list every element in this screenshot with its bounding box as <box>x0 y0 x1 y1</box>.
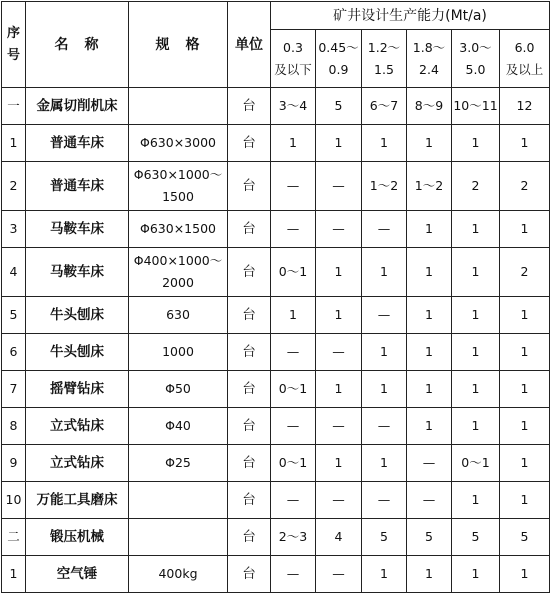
row-value: 1 <box>271 125 316 162</box>
row-value: 1 <box>407 125 452 162</box>
row-value: 5 <box>362 519 407 556</box>
row-unit: 台 <box>228 211 271 248</box>
row-value: — <box>316 211 362 248</box>
row-value: 1 <box>500 408 550 445</box>
row-number: 一 <box>2 88 26 125</box>
row-value: 1 <box>362 248 407 297</box>
table-row <box>2 408 550 445</box>
row-spec: Φ630×3000 <box>129 125 228 162</box>
row-value: 1 <box>362 371 407 408</box>
row-value: — <box>271 556 316 593</box>
row-name: 空气锤 <box>26 556 129 593</box>
row-spec: Φ630×1000～ 1500 <box>129 162 228 211</box>
row-name: 万能工具磨床 <box>26 482 129 519</box>
row-unit: 台 <box>228 556 271 593</box>
row-value: 8～9 <box>407 88 452 125</box>
table-row <box>2 88 550 125</box>
row-value: — <box>271 408 316 445</box>
row-value: — <box>271 211 316 248</box>
row-spec: 630 <box>129 297 228 334</box>
row-value: 1 <box>316 248 362 297</box>
row-value: 12 <box>500 88 550 125</box>
row-unit: 台 <box>228 248 271 297</box>
table-row <box>2 162 550 211</box>
row-value: 1 <box>407 297 452 334</box>
row-value: 1 <box>500 297 550 334</box>
row-value: 1 <box>452 211 500 248</box>
row-spec <box>129 519 228 556</box>
capacity-header: 0.3 及以下 <box>271 30 316 88</box>
row-value: 1～2 <box>362 162 407 211</box>
row-name: 马鞍车床 <box>26 248 129 297</box>
row-number: 1 <box>2 556 26 593</box>
row-value: 1 <box>271 297 316 334</box>
header-spec: 规 格 <box>129 2 228 88</box>
row-value: 1 <box>407 371 452 408</box>
row-unit: 台 <box>228 162 271 211</box>
row-number: 4 <box>2 248 26 297</box>
row-value: — <box>316 482 362 519</box>
header-capacity-title: 矿井设计生产能力(Mt/a) <box>271 2 550 30</box>
row-unit: 台 <box>228 88 271 125</box>
row-value: 4 <box>316 519 362 556</box>
row-unit: 台 <box>228 297 271 334</box>
row-value: 5 <box>500 519 550 556</box>
row-spec <box>129 482 228 519</box>
row-spec: 1000 <box>129 334 228 371</box>
row-value: 1 <box>407 408 452 445</box>
row-name: 立式钻床 <box>26 445 129 482</box>
row-number: 6 <box>2 334 26 371</box>
row-spec: Φ40 <box>129 408 228 445</box>
table-row <box>2 297 550 334</box>
row-value: 1 <box>316 125 362 162</box>
row-value: — <box>362 297 407 334</box>
capacity-header: 3.0～ 5.0 <box>452 30 500 88</box>
row-value: 1 <box>316 371 362 408</box>
header-row-1 <box>2 2 550 30</box>
table-row <box>2 248 550 297</box>
table-row <box>2 125 550 162</box>
row-value: 10～11 <box>452 88 500 125</box>
row-value: 1 <box>316 445 362 482</box>
row-value: 1 <box>452 248 500 297</box>
row-value: 5 <box>452 519 500 556</box>
row-spec: Φ400×1000～ 2000 <box>129 248 228 297</box>
row-value: 1 <box>500 556 550 593</box>
row-unit: 台 <box>228 482 271 519</box>
row-value: 1～2 <box>407 162 452 211</box>
row-value: 6～7 <box>362 88 407 125</box>
row-name: 摇臂钻床 <box>26 371 129 408</box>
row-value: 1 <box>362 445 407 482</box>
row-value: 3～4 <box>271 88 316 125</box>
equipment-table <box>1 1 550 593</box>
row-value: 1 <box>452 556 500 593</box>
row-number: 10 <box>2 482 26 519</box>
row-value: 1 <box>362 334 407 371</box>
table-row <box>2 482 550 519</box>
row-name: 普通车床 <box>26 162 129 211</box>
row-value: 1 <box>362 556 407 593</box>
table-row <box>2 556 550 593</box>
table-row <box>2 519 550 556</box>
row-spec: Φ50 <box>129 371 228 408</box>
row-unit: 台 <box>228 334 271 371</box>
row-value: 1 <box>452 371 500 408</box>
row-number: 7 <box>2 371 26 408</box>
row-unit: 台 <box>228 445 271 482</box>
row-spec: 400kg <box>129 556 228 593</box>
row-number: 二 <box>2 519 26 556</box>
row-name: 锻压机械 <box>26 519 129 556</box>
row-value: 1 <box>452 334 500 371</box>
row-value: 5 <box>316 88 362 125</box>
table-row <box>2 371 550 408</box>
row-value: — <box>407 445 452 482</box>
row-value: — <box>362 408 407 445</box>
row-number: 2 <box>2 162 26 211</box>
row-name: 马鞍车床 <box>26 211 129 248</box>
row-value: 2 <box>500 162 550 211</box>
row-value: 1 <box>500 482 550 519</box>
row-value: 1 <box>362 125 407 162</box>
row-spec <box>129 88 228 125</box>
row-number: 5 <box>2 297 26 334</box>
row-name: 金属切削机床 <box>26 88 129 125</box>
row-value: 1 <box>407 334 452 371</box>
row-value: 1 <box>452 408 500 445</box>
table-row <box>2 211 550 248</box>
row-value: — <box>271 482 316 519</box>
header-seq: 序号 <box>2 2 26 88</box>
row-unit: 台 <box>228 125 271 162</box>
row-value: 1 <box>407 556 452 593</box>
row-value: 1 <box>316 297 362 334</box>
table-row <box>2 445 550 482</box>
row-value: — <box>362 211 407 248</box>
row-value: 2 <box>500 248 550 297</box>
row-name: 牛头刨床 <box>26 334 129 371</box>
row-unit: 台 <box>228 519 271 556</box>
row-value: 1 <box>407 211 452 248</box>
capacity-header: 1.2～ 1.5 <box>362 30 407 88</box>
row-value: 1 <box>500 211 550 248</box>
row-value: 1 <box>500 334 550 371</box>
row-value: 1 <box>452 297 500 334</box>
row-value: 1 <box>500 371 550 408</box>
row-value: — <box>316 334 362 371</box>
row-value: — <box>316 162 362 211</box>
row-value: 0～1 <box>271 371 316 408</box>
row-value: 1 <box>452 482 500 519</box>
row-value: — <box>407 482 452 519</box>
row-name: 牛头刨床 <box>26 297 129 334</box>
row-value: 2 <box>452 162 500 211</box>
header-unit: 单位 <box>228 2 271 88</box>
row-value: 1 <box>500 125 550 162</box>
row-number: 1 <box>2 125 26 162</box>
row-value: 5 <box>407 519 452 556</box>
row-spec: Φ25 <box>129 445 228 482</box>
row-value: 1 <box>407 248 452 297</box>
row-value: — <box>362 482 407 519</box>
row-value: 0～1 <box>271 248 316 297</box>
capacity-header: 1.8～ 2.4 <box>407 30 452 88</box>
capacity-header: 6.0 及以上 <box>500 30 550 88</box>
row-value: — <box>316 408 362 445</box>
row-value: 0～1 <box>452 445 500 482</box>
header-name: 名 称 <box>26 2 129 88</box>
row-value: — <box>271 162 316 211</box>
row-value: — <box>271 334 316 371</box>
row-value: — <box>316 556 362 593</box>
row-value: 1 <box>500 445 550 482</box>
capacity-header: 0.45～ 0.9 <box>316 30 362 88</box>
row-value: 0～1 <box>271 445 316 482</box>
row-unit: 台 <box>228 408 271 445</box>
row-number: 8 <box>2 408 26 445</box>
row-value: 2～3 <box>271 519 316 556</box>
row-unit: 台 <box>228 371 271 408</box>
row-number: 3 <box>2 211 26 248</box>
row-value: 1 <box>452 125 500 162</box>
row-name: 普通车床 <box>26 125 129 162</box>
table-row <box>2 334 550 371</box>
row-name: 立式钻床 <box>26 408 129 445</box>
row-number: 9 <box>2 445 26 482</box>
row-spec: Φ630×1500 <box>129 211 228 248</box>
